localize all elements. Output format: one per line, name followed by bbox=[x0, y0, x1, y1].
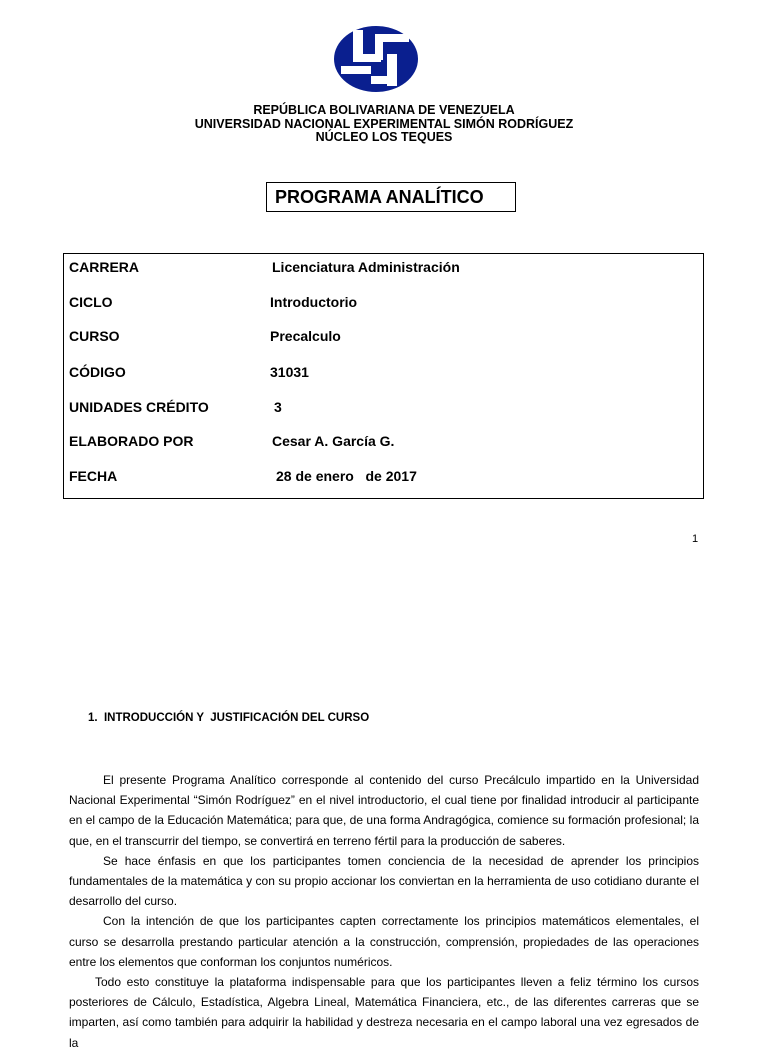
info-label: CARRERA bbox=[69, 259, 139, 275]
section-body bbox=[69, 770, 699, 1053]
course-info-table bbox=[63, 253, 704, 499]
header-campus: NÚCLEO LOS TEQUES bbox=[315, 130, 453, 144]
header-university: UNIVERSIDAD NACIONAL EXPERIMENTAL SIMÓN RODRÍGUEZ bbox=[194, 116, 574, 131]
page-number: 1 bbox=[692, 533, 699, 545]
info-value: Licenciatura Administración bbox=[272, 259, 460, 275]
info-value: Introductorio bbox=[270, 294, 358, 310]
info-label: UNIDADES CRÉDITO bbox=[69, 399, 209, 415]
paragraph: El presente Programa Analítico corresponde al contenido del curso Precálculo impartido en la Universidad Nacional Experimental “Simón Rodríguez” en el nivel introductorio, el cual tiene por finalidad introducir al participante en el campo de la Educación Matemática; para que, de una forma Andragógica, comience su formación profesional; la que, en el transcurrir del tiempo, se convertirá en terreno fértil para la producción de saberes. bbox=[69, 773, 699, 848]
info-label: CICLO bbox=[69, 294, 113, 310]
info-label: FECHA bbox=[69, 468, 118, 484]
info-row-carrera bbox=[69, 259, 699, 277]
info-row-codigo bbox=[69, 364, 699, 382]
document-title: PROGRAMA ANALÍTICO bbox=[275, 187, 484, 207]
info-value: Precalculo bbox=[270, 328, 341, 344]
info-row-ciclo bbox=[69, 294, 699, 312]
header-country: REPÚBLICA BOLIVARIANA DE VENEZUELA bbox=[253, 103, 515, 117]
institution-header bbox=[0, 104, 768, 145]
paragraph: Se hace énfasis en que los participantes tomen conciencia de la necesidad de aprender los principios fundamentales de la matemática y con su propio accionar los conviertan en la herramienta de uso cotidiano durante el desarrollo del curso. bbox=[69, 853, 699, 909]
info-label: CURSO bbox=[69, 328, 120, 344]
info-value: 28 de enero de 2017 bbox=[276, 468, 417, 484]
info-label: ELABORADO POR bbox=[69, 433, 194, 449]
info-row-curso bbox=[69, 328, 699, 346]
info-value: Cesar A. García G. bbox=[272, 433, 395, 449]
info-row-fecha bbox=[69, 468, 699, 486]
paragraph: Todo esto constituye la plataforma indispensable para que los participantes lleven a feliz término los cursos posteriores de Cálculo, Estadística, Algebra Lineal, Matemática Financiera, etc., de las diferentes carreras que se imparten, así como también para adquirir la habilidad y destreza necesaria en el campo laboral una vez egresados de la bbox=[69, 975, 699, 1050]
section-heading: 1. INTRODUCCIÓN Y JUSTIFICACIÓN DEL CURSO bbox=[88, 712, 370, 724]
document-title-box bbox=[266, 182, 516, 212]
paragraph: Con la intención de que los participantes capten correctamente los principios matemáticos elementales, el curso se desarrolla prestando particular atención a la construcción, comprensión, propiedades de las operaciones entre los elementos que conforman los conjuntos numéricos. bbox=[69, 914, 699, 969]
info-row-elaborado bbox=[69, 433, 699, 451]
info-label: CÓDIGO bbox=[69, 364, 126, 380]
info-row-creditos bbox=[69, 399, 699, 417]
university-logo bbox=[333, 24, 419, 94]
info-value: 31031 bbox=[270, 364, 309, 380]
info-value: 3 bbox=[274, 399, 282, 415]
